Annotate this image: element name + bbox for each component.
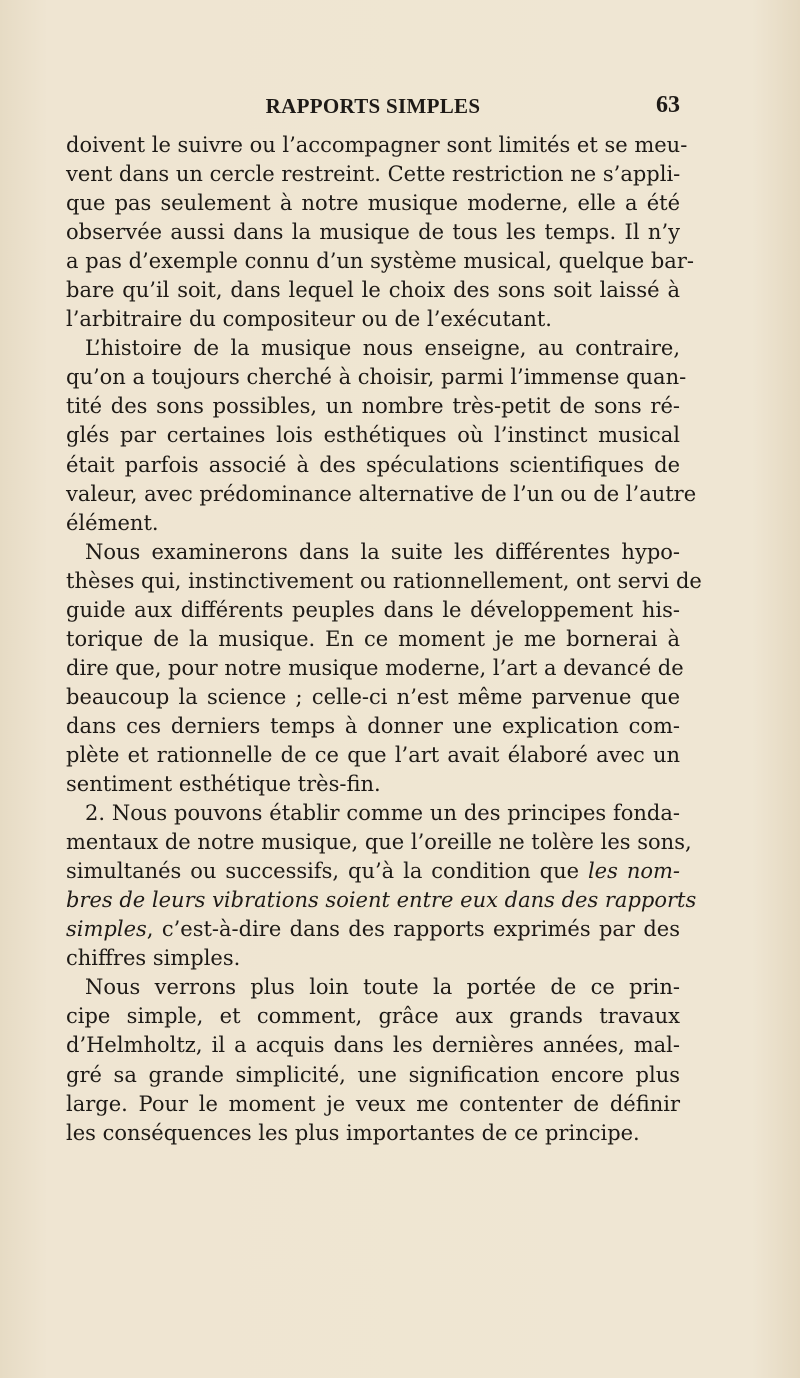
text-line: Nous examinerons dans la suite les différentes hypo- [85,539,680,564]
text-line: guide aux différents peuples dans le développement his- [66,597,680,622]
italic-phrase: les nom- [587,859,680,884]
text-line: glés par certaines lois esthétiques où l’instinct musical [66,423,680,448]
text-line: qu’on a toujours cherché à choisir, parmi l’immense quan- [66,365,687,390]
text-line: 2. Nous pouvons établir comme un des principes fonda- [85,801,680,826]
text-line: bare qu’il soit, dans lequel le choix des sons soit laissé à [66,278,680,303]
text-line: large. Pour le moment je veux me contenter de définir [66,1091,680,1116]
text-line: chiffres simples. [66,946,241,971]
text-line: dire que, pour notre musique moderne, l’art a devancé de [66,655,684,680]
text-line: observée aussi dans la musique de tous les temps. Il n’y [66,220,680,245]
text-line: gré sa grande simplicité, une signification encore plus [66,1062,680,1087]
text-segment: simultanés ou successifs, qu’à la condition que [66,859,580,884]
text-line: cipe simple, et comment, grâce aux grands travaux [66,1004,680,1029]
page-header [66,92,680,122]
text-line: tité des sons possibles, un nombre très-petit de sons ré- [66,394,680,419]
text-line: valeur, avec prédominance alternative de l’un ou de l’autre [66,481,697,506]
running-head: RAPPORTS SIMPLES [265,94,481,118]
text-line: L’histoire de la musique nous enseigne, au contraire, [85,336,680,361]
text-line: était parfois associé à des spéculations scientifiques de [66,452,680,477]
text-line [66,857,680,886]
italic-phrase: simples [66,917,147,942]
text-line: plète et rationnelle de ce que l’art avait élaboré avec un [66,742,680,767]
text-line: a pas d’exemple connu d’un système musical, quelque bar- [66,249,694,274]
text-line: vent dans un cercle restreint. Cette restriction ne s’appli- [66,162,681,187]
text-line: que pas seulement à notre musique moderne, elle a été [66,191,680,216]
text-line: Nous verrons plus loin toute la portée de ce prin- [85,975,680,1000]
text-line: mentaux de notre musique, que l’oreille ne tolère les sons, [66,830,692,855]
italic-phrase: bres de leurs vibrations soient entre eux dans des rapports [66,888,697,913]
text-line: les conséquences les plus importantes de ce principe. [66,1120,640,1145]
page-number: 63 [656,92,680,118]
text-line: sentiment esthétique très-fin. [66,772,381,797]
text-line: thèses qui, instinctivement ou rationnellement, ont servi de [66,568,702,593]
body-text [66,131,702,1148]
text-line: élément. [66,510,159,535]
text-line: doivent le suivre ou l’accompagner sont limités et se meu- [66,133,688,157]
text-segment: , c’est-à-dire dans des rapports exprimés par des [146,917,680,942]
text-line: l’arbitraire du compositeur ou de l’exécutant. [66,307,552,332]
text-line [66,886,697,915]
text-line: torique de la musique. En ce moment je me bornerai à [66,626,680,651]
text-line: dans ces derniers temps à donner une explication com- [66,713,680,738]
text-line: beaucoup la science ; celle-ci n’est même parvenue que [66,684,680,709]
text-line: d’Helmholtz, il a acquis dans les dernières années, mal- [66,1033,680,1058]
text-line [66,915,680,944]
